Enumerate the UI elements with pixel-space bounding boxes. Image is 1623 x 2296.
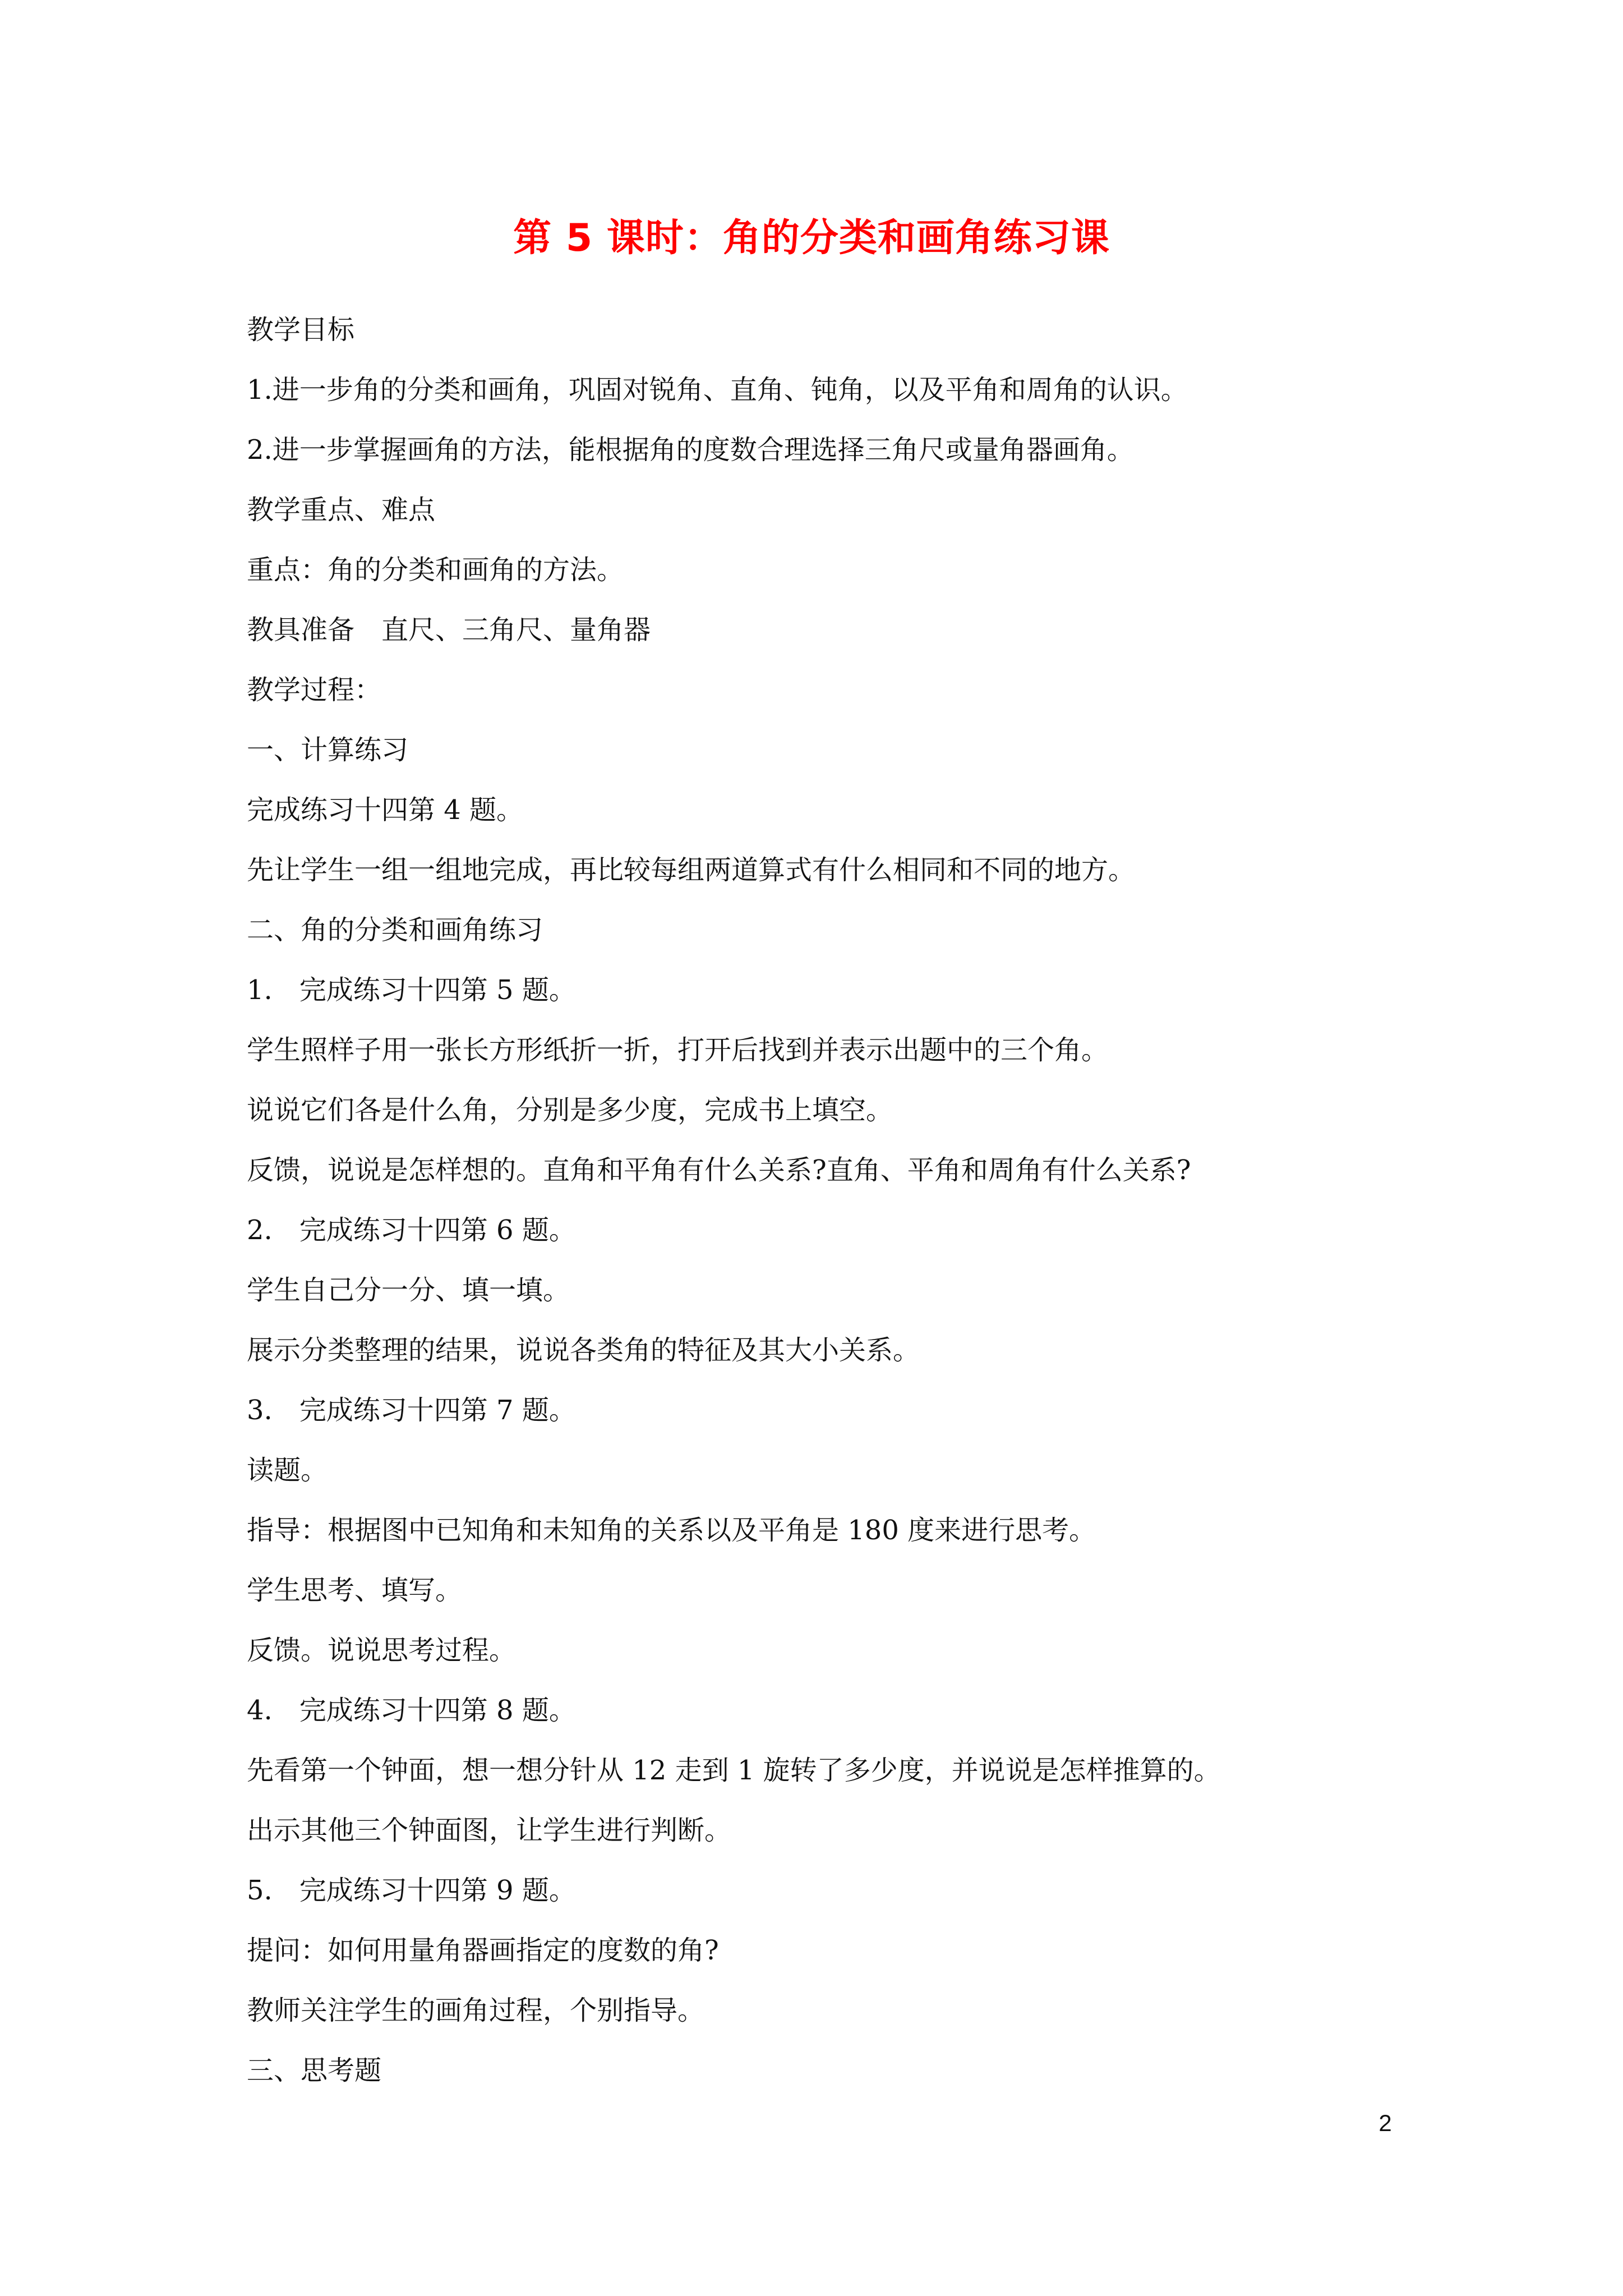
paragraph: 说说它们各是什么角，分别是多少度，完成书上填空。	[247, 1094, 893, 1126]
objective-item-1: 1.进一步角的分类和画角，巩固对锐角、直角、钝角，以及平角和周角的认识。	[247, 374, 1188, 406]
paragraph: 完成练习十四第 4 题。	[247, 794, 524, 826]
numbered-item-4: 4. 完成练习十四第 8 题。	[247, 1695, 576, 1726]
key-point-text: 重点：角的分类和画角的方法。	[247, 554, 624, 586]
paragraph: 先让学生一组一组地完成，再比较每组两道算式有什么相同和不同的地方。	[247, 854, 1136, 886]
numbered-item-3: 3. 完成练习十四第 7 题。	[247, 1395, 576, 1426]
objective-item-2: 2.进一步掌握画角的方法，能根据角的度数合理选择三角尺或量角器画角。	[247, 434, 1134, 466]
part-heading-2: 二、角的分类和画角练习	[247, 914, 543, 946]
paragraph: 学生思考、填写。	[247, 1575, 463, 1606]
paragraph: 反馈，说说是怎样想的。直角和平角有什么关系?直角、平角和周角有什么关系?	[247, 1154, 1191, 1186]
section-heading-key-points: 教学重点、难点	[247, 494, 436, 526]
paragraph: 指导：根据图中已知角和未知角的关系以及平角是 180 度来进行思考。	[247, 1515, 1096, 1546]
paragraph: 提问：如何用量角器画指定的度数的角?	[247, 1935, 719, 1966]
numbered-item-5: 5. 完成练习十四第 9 题。	[247, 1875, 576, 1906]
paragraph: 学生照样子用一张长方形纸折一折，打开后找到并表示出题中的三个角。	[247, 1034, 1109, 1066]
lesson-title: 第 5 课时：角的分类和画角练习课	[513, 216, 1110, 260]
document-body	[247, 300, 1396, 2101]
numbered-item-1: 1. 完成练习十四第 5 题。	[247, 974, 576, 1006]
part-heading-3: 三、思考题	[247, 2055, 382, 2086]
paragraph: 展示分类整理的结果，说说各类角的特征及其大小关系。	[247, 1335, 920, 1366]
paragraph: 学生自己分一分、填一填。	[247, 1274, 570, 1306]
section-heading-process: 教学过程：	[247, 674, 382, 706]
section-heading-objectives: 教学目标	[247, 314, 355, 346]
paragraph: 教师关注学生的画角过程，个别指导。	[247, 1995, 705, 2026]
paragraph: 出示其他三个钟面图，让学生进行判断。	[247, 1815, 732, 1846]
numbered-item-2: 2. 完成练习十四第 6 题。	[247, 1214, 576, 1246]
paragraph: 读题。	[247, 1455, 328, 1486]
page-number: 2	[1378, 2110, 1392, 2136]
paragraph: 反馈。说说思考过程。	[247, 1635, 517, 1666]
part-heading-1: 一、计算练习	[247, 734, 409, 766]
paragraph: 先看第一个钟面，想一想分针从 12 走到 1 旋转了多少度，并说说是怎样推算的。	[247, 1755, 1221, 1786]
teaching-aids-text: 教具准备 直尺、三角尺、量角器	[247, 614, 651, 646]
